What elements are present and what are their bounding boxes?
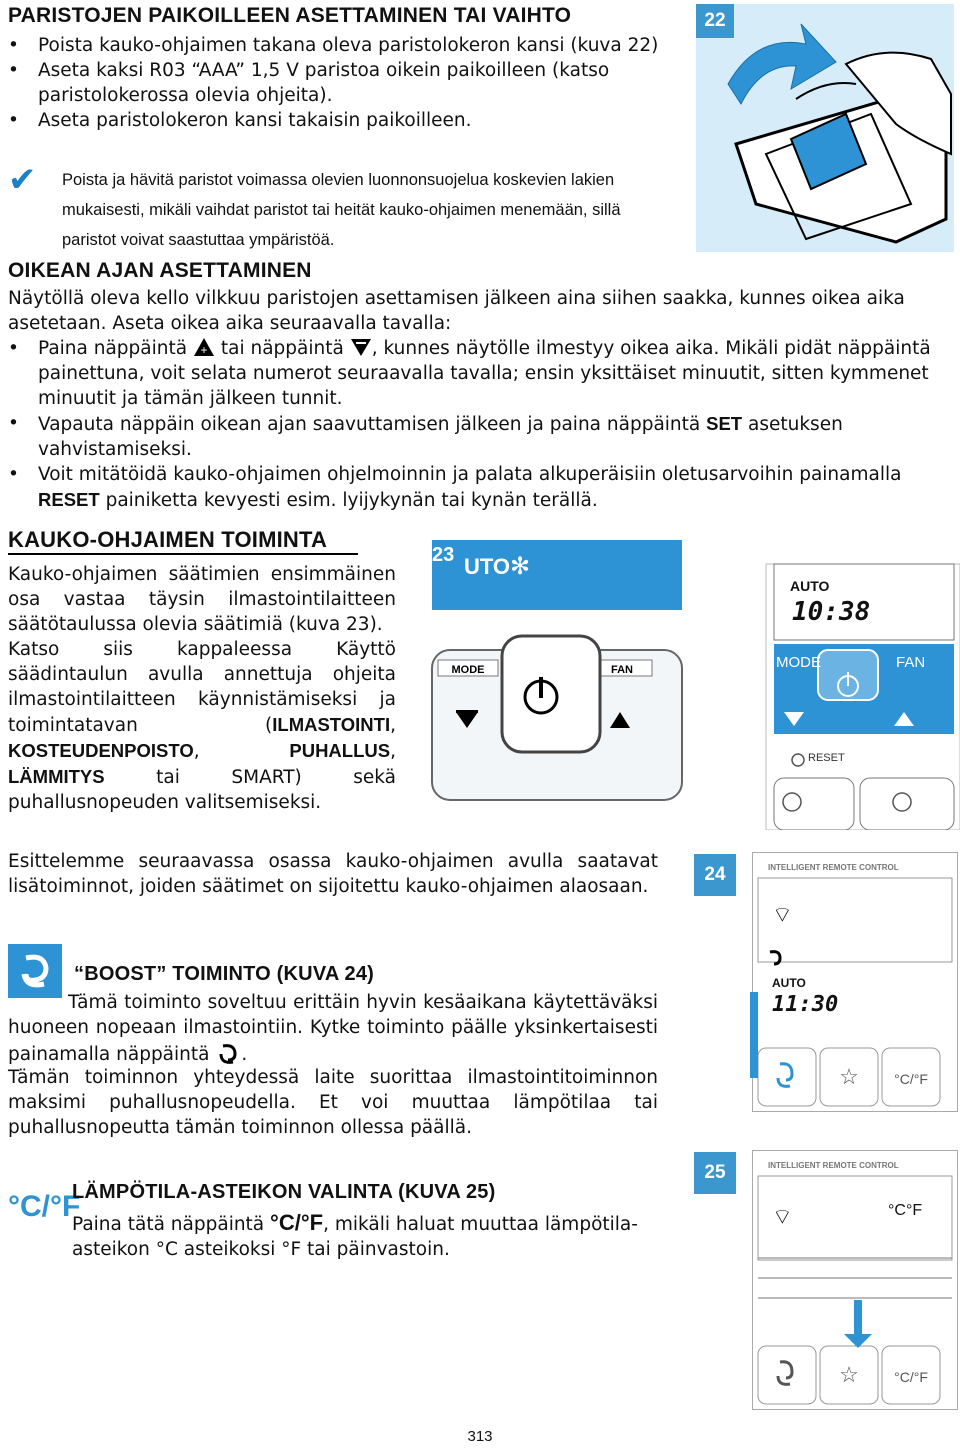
figure-23 bbox=[424, 540, 960, 830]
unit-icon-inline: °C/°F bbox=[270, 1210, 324, 1235]
remote-intro-text: Esittelemme seuraavassa osassa kauko-ohjaimen avulla saatavat lisätoiminnot, joiden säätimet on sijoitettu kauko-ohjaimen alaosaan. bbox=[8, 851, 658, 897]
list-item: • Aseta kaksi R03 “AAA” 1,5 V paristoa oikein paikoilleen (katso paristolokerossa olevia ohjeita). bbox=[8, 60, 610, 106]
figure-number: 24 bbox=[694, 854, 736, 896]
list-item: • Aseta paristolokeron kansi takaisin paikoilleen. bbox=[8, 110, 472, 131]
down-triangle-icon bbox=[350, 337, 372, 357]
display-unit: °C°F bbox=[888, 1202, 923, 1219]
brand-label: INTELLIGENT REMOTE CONTROL bbox=[768, 863, 899, 872]
fan-label: FAN bbox=[611, 664, 633, 676]
figure-22 bbox=[696, 4, 954, 252]
list-item: • Poista kauko-ohjaimen takana oleva paristolokeron kansi (kuva 22) bbox=[8, 35, 659, 56]
unit-icon: °C/°F bbox=[894, 1369, 928, 1385]
unit-icon: °C/°F bbox=[894, 1071, 928, 1087]
svg-text:+: + bbox=[200, 343, 208, 357]
section-title-time: OIKEAN AJAN ASETTAMINEN bbox=[8, 259, 312, 282]
environment-note: Poista ja hävitä paristot voimassa olevien luonnonsuojelua koskevien lakien mukaisesti, mikäli vaihdat paristot tai heität kauko-ohjaimen menemään, sillä paristot voivat saastuttaa ympäristöä. bbox=[62, 171, 621, 249]
display-time: 11:30 bbox=[772, 992, 839, 1017]
boost-text-2: Tämän toiminnon yhteydessä laite suorittaa ilmastointitoiminnon maksimi puhallusnopeudella. Et voi muuttaa lämpötilaa tai puhallusnopeutta tämän toiminnon ollessa päällä. bbox=[8, 1067, 658, 1138]
star-icon: ☆ bbox=[839, 1362, 859, 1387]
fan-icon: ✻ bbox=[510, 552, 531, 580]
title-underline bbox=[8, 553, 358, 555]
control-panel-illustration bbox=[424, 540, 960, 830]
list-item: • Paina näppäintä + tai näppäintä , kunnes näytölle ilmestyy oikea aika. Mikäli pidät näppäintä painettuna, voit selata numerot seuraavalla tavalla; ensin yksittäiset minuutit, sitten kymmenet minuutit ja tämän jälkeen tunnit. bbox=[8, 338, 931, 409]
up-triangle-icon bbox=[193, 337, 215, 357]
figure-number: 22 bbox=[696, 4, 734, 38]
figure-number: 23 bbox=[432, 544, 455, 566]
remote-fan-button-label: FAN bbox=[896, 654, 926, 671]
remote-text: Kauko-ohjaimen säätimien ensimmäinen osa vastaa täysin ilmastointilaitteen säätötaulussa olevia säätimiä (kuva 23). Katso siis kappaleessa Käyttö säädintaulun avulla annettuja ohjeita ilmastointilaitteen käynnistämiseksi ja toimintatavan (ILMASTOINTI, KOSTEUDENPOISTO, PUHALLUS, LÄMMITYS tai SMART) sekä puhallusnopeuden valitsemiseksi. bbox=[8, 564, 396, 813]
list-item: • Voit mitätöidä kauko-ohjaimen ohjelmoinnin ja palata alkuperäisiin oletusarvoihin painamalla RESET painiketta kevyesti esim. lyijykynän tai kynän terällä. bbox=[8, 464, 902, 511]
list-item: • Vapauta näppäin oikean ajan saavuttamisen jälkeen ja paina näppäintä SET asetuksen vahvistamiseksi. bbox=[8, 413, 843, 460]
display-mode: AUTO bbox=[772, 976, 806, 990]
reset-label: RESET bbox=[808, 752, 845, 764]
figure-number: 25 bbox=[694, 1152, 736, 1194]
section-title-batteries: PARISTOJEN PAIKOILLEEN ASETTAMINEN TAI VAIHTO bbox=[8, 4, 572, 27]
battery-bullets bbox=[8, 33, 668, 133]
brand-label: INTELLIGENT REMOTE CONTROL bbox=[768, 1161, 899, 1170]
tempscale-text: Paina tätä näppäintä °C/°F, mikäli haluat muuttaa lämpötila-asteikon °C asteikoksi °F tai päinvastoin. bbox=[72, 1210, 638, 1260]
boost-icon-inline bbox=[215, 1040, 241, 1066]
battery-cover-illustration bbox=[696, 4, 954, 252]
wifi-icon: ⌔ bbox=[772, 1204, 793, 1229]
checkmark-icon: ✔ bbox=[8, 160, 37, 200]
time-bullets bbox=[8, 336, 953, 513]
unit-icon: °C/°F bbox=[8, 1190, 81, 1223]
boost-text: Tämä toiminto soveltuu erittäin hyvin kesäaikana käytettäväksi huoneen nopeaan ilmastointiin. Kytke toiminto päälle yksinkertaisesti painamalla näppäintä . bbox=[8, 992, 658, 1065]
figure-25 bbox=[692, 1150, 960, 1408]
section-title-remote: KAUKO-OHJAIMEN TOIMINTA bbox=[8, 527, 328, 552]
tempscale-title: LÄMPÖTILA-ASTEIKON VALINTA (KUVA 25) bbox=[72, 1181, 496, 1203]
remote-mode-button-label: MODE bbox=[776, 654, 821, 671]
wifi-icon: ⌔ bbox=[772, 902, 793, 927]
pointer-arrow-icon bbox=[750, 992, 758, 1078]
remote-time: 10:38 bbox=[792, 597, 871, 627]
boost-title: “BOOST” TOIMINTO (KUVA 24) bbox=[74, 963, 375, 985]
arrow-icon bbox=[728, 24, 836, 104]
time-intro: Näytöllä oleva kello vilkkuu paristojen asettamisen jälkeen aina siihen saakka, kunnes oikea aika asetetaan. Aseta oikea aika seuraavalla tavalla: bbox=[8, 288, 905, 334]
remote-mode-label: AUTO bbox=[790, 578, 830, 594]
figure-24 bbox=[692, 852, 960, 1110]
mode-label: MODE bbox=[451, 664, 485, 676]
star-icon: ☆ bbox=[839, 1064, 859, 1089]
display-mode: UTO bbox=[464, 554, 511, 579]
page-number: 313 bbox=[467, 1428, 493, 1445]
